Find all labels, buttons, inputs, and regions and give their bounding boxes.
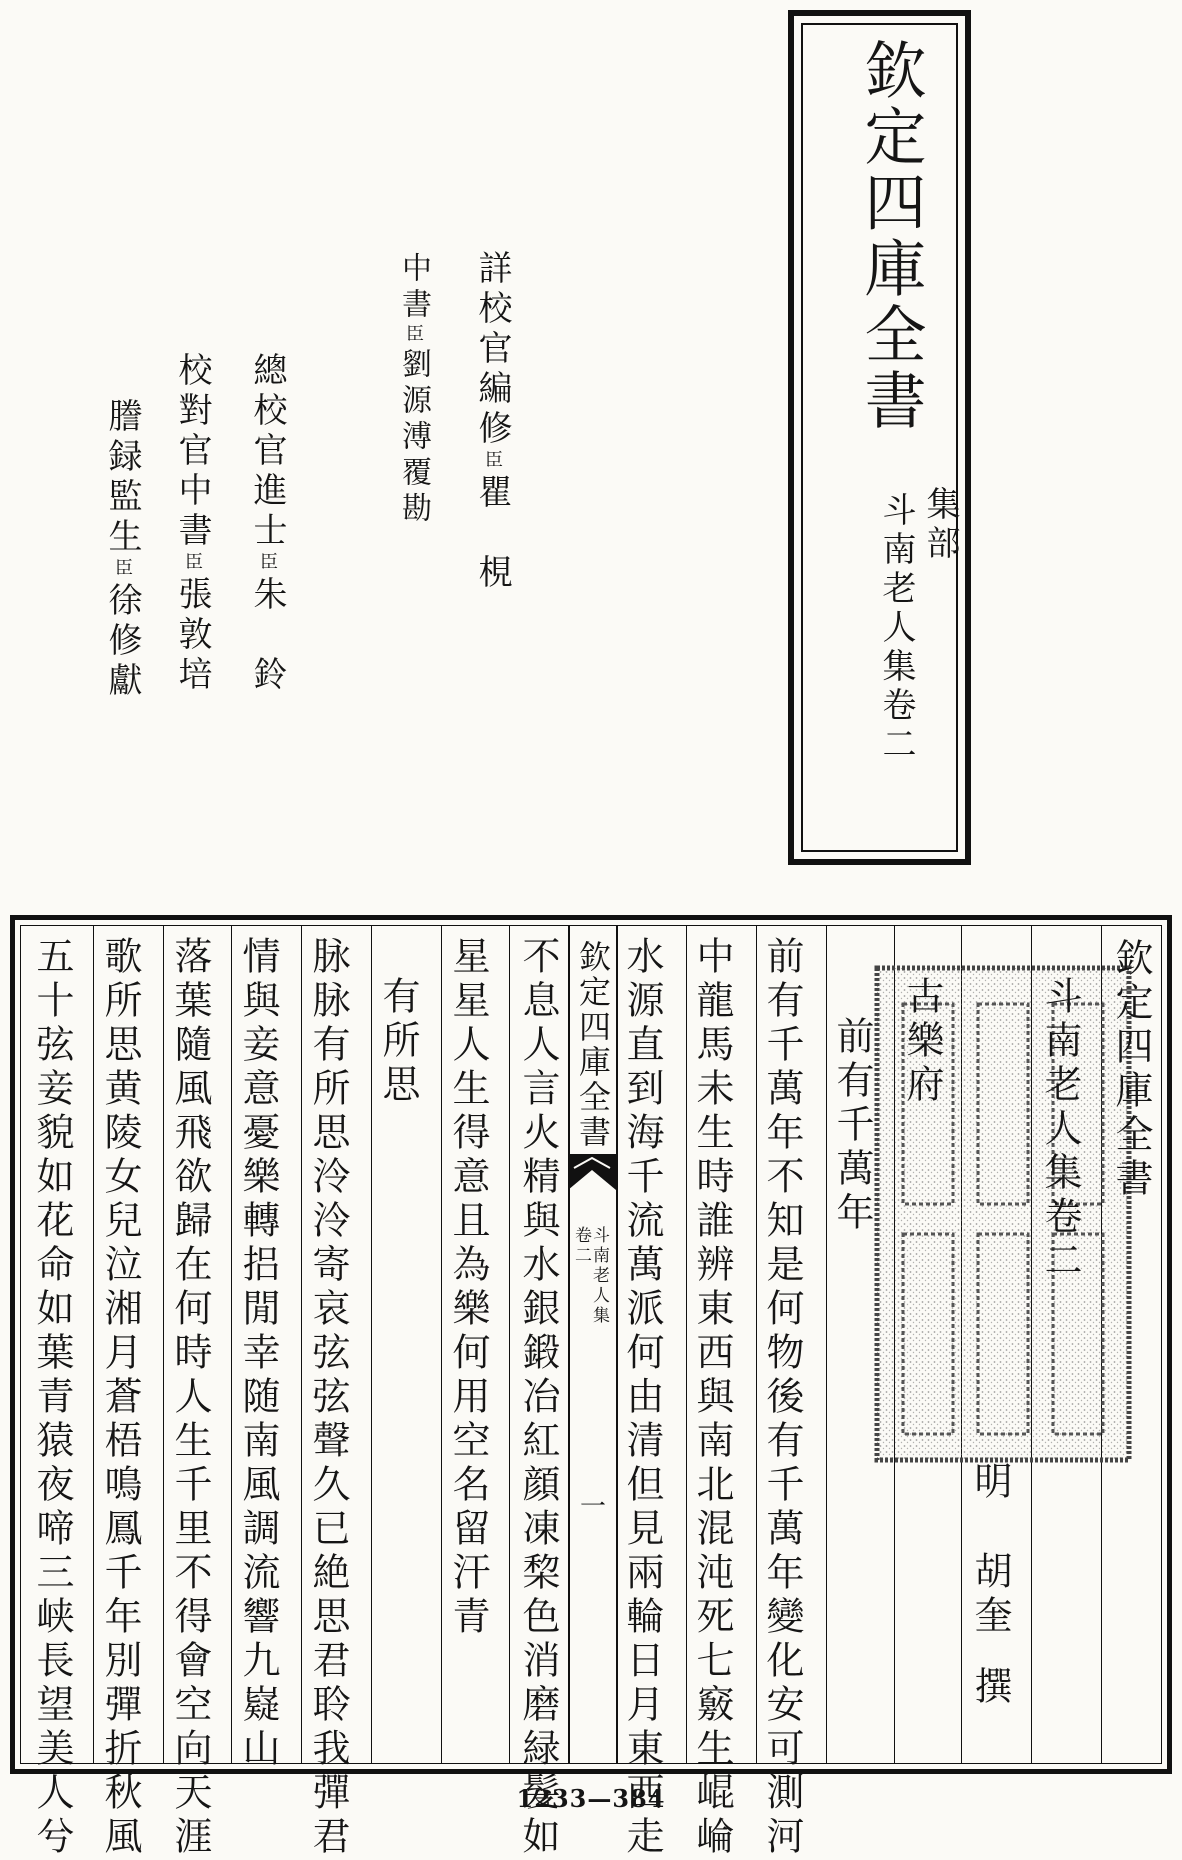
text-page-book-title: 斗南老人集卷二 [1038, 976, 1082, 1284]
section-title: 古樂府 [900, 976, 944, 1108]
poem-line: 前有千萬年不知是何物後有千萬年變化安可測河 [760, 936, 804, 1860]
poem-line: 五十弦妾貌如花命如葉青猿夜啼三峡長望美人兮 [30, 936, 74, 1860]
credit-line [472, 250, 512, 594]
author-name: 胡奎 [968, 1551, 1012, 1639]
credit-name: 張敦培 [172, 576, 212, 696]
column-rule [509, 926, 510, 1763]
author-dynasty: 明 [968, 1461, 1012, 1505]
credit-role: 校對官中書 [172, 352, 212, 552]
credit-role: 謄録監生 [102, 398, 142, 558]
credit-chen: 臣 [257, 552, 278, 576]
column-rule [163, 926, 164, 1763]
column-rule [371, 926, 372, 1763]
credit-role: 詳校官編修 [472, 250, 512, 450]
poem-line: 歌所思黄陵女兒泣湘月蒼梧鳴鳳千年別彈折秋風 [98, 936, 142, 1860]
fishtail-mark-icon [568, 1154, 616, 1194]
author-role: 撰 [968, 1666, 1012, 1710]
poem-line: 情與妾意憂樂轉捛閒幸随南風調流響九嶷山 [236, 936, 280, 1772]
slip-title: 欽定四庫全書 [854, 38, 927, 434]
credit-role: 中書 [396, 252, 431, 324]
credit-chen: 臣 [482, 450, 503, 474]
poem-title: 前有千萬年 [830, 1016, 874, 1236]
poem-line: 落葉隨風飛欲歸在何時人生千里不得會空向天涯 [168, 936, 212, 1860]
poem-line: 不息人言火精與水銀鍛冶紅顔凍棃色消磨緑髮如 [516, 936, 560, 1860]
column-rule [301, 926, 302, 1763]
title-slip [788, 10, 971, 865]
credit-line [102, 398, 142, 702]
credit-name: 朱 鈴 [247, 576, 287, 696]
credit-name: 瞿 梘 [472, 474, 512, 594]
page-number: 1233—384 [516, 1784, 666, 1813]
gutter-header: 欽定四庫全書 [574, 940, 612, 1150]
gutter-volume: 卷二 [571, 1226, 591, 1266]
folio-number: 一 [580, 1492, 607, 1522]
poem-line: 中龍馬未生時誰辨東西與南北混沌死七竅生崐崘 [690, 936, 734, 1860]
column-rule [441, 926, 442, 1763]
column-rule [231, 926, 232, 1763]
column-rule [93, 926, 94, 1763]
text-page-header: 欽定四庫全書 [1109, 938, 1153, 1202]
credit-chen: 臣 [112, 558, 133, 582]
credit-line [172, 352, 212, 696]
credit-line [247, 352, 287, 696]
credit-role: 總校官進士 [247, 352, 287, 552]
slip-book-volume: 斗南老人集卷二 [876, 492, 916, 765]
credit-chen: 臣 [182, 552, 203, 576]
column-rule [686, 926, 687, 1763]
gutter-book-title: 斗南老人集 [589, 1226, 609, 1326]
poem-line: 水源直到海千流萬派何由清但見兩輪日月東西走 [620, 936, 664, 1860]
credit-line [396, 252, 431, 528]
poem-line: 星星人生得意且為樂何用空名留汗青 [446, 936, 490, 1640]
poem-line: 脉脉有所思泠泠寄哀弦弦聲久已絶思君聆我彈君 [306, 936, 350, 1860]
gutter-rule [616, 926, 618, 1763]
credit-name: 徐修獻 [102, 582, 142, 702]
slip-division: 集部 [920, 486, 960, 564]
column-rule [756, 926, 757, 1763]
poem-title: 有所思 [376, 976, 420, 1108]
credit-name: 劉源溥覆勘 [396, 348, 431, 528]
column-rule [826, 926, 827, 1763]
credit-chen: 臣 [403, 324, 424, 348]
